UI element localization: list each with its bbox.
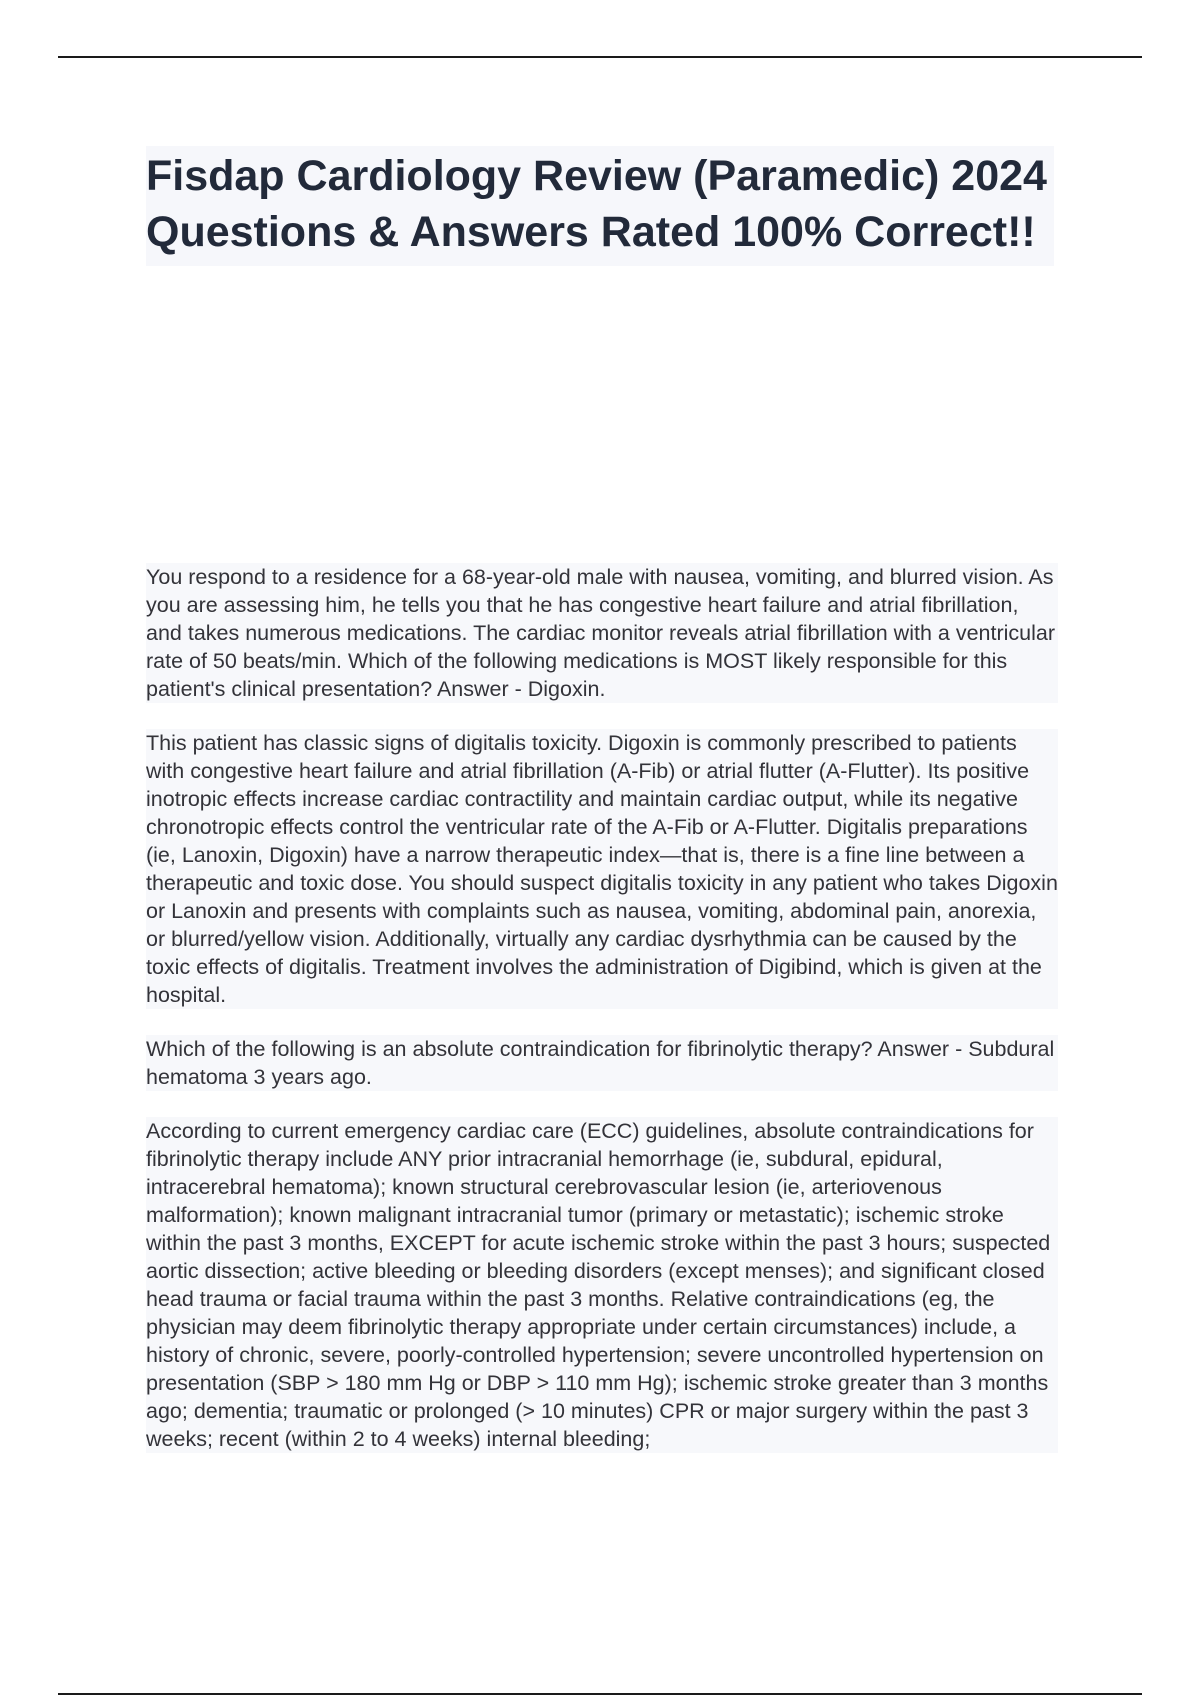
explanation-paragraph-2: According to current emergency cardiac care (ECC) guidelines, absolute contraindications for fibrinolytic therapy include ANY prior intracranial hemorrhage (ie, subdural, epidural, intracerebral hematoma); known structural cerebrovascular lesion (ie, arteriovenous malformation); known malignant intracranial tumor (primary or metastatic); ischemic stroke within the past 3 months, EXCEPT for acute ischemic stroke within the past 3 hours; suspected aortic dissection; active bleeding or bleeding disorders (except menses); and significant closed head trauma or facial trauma within the past 3 months. Relative contraindications (eg, the physician may deem fibrinolytic therapy appropriate under certain circumstances) include, a history of chronic, severe, poorly-controlled hypertension; severe uncontrolled hypertension on presentation (SBP > 180 mm Hg or DBP > 110 mm Hg); ischemic stroke greater than 3 months ago; dementia; traumatic or prolonged (> 10 minutes) CPR or major surgery within the past 3 weeks; recent (within 2 to 4 weeks) internal bleeding;: [146, 1117, 1058, 1453]
bottom-rule: [58, 1693, 1142, 1695]
explanation-paragraph-1: This patient has classic signs of digitalis toxicity. Digoxin is commonly prescribed to patients with congestive heart failure and atrial fibrillation (A-Fib) or atrial flutter (A-Flutter). Its positive inotropic effects increase cardiac contractility and maintain cardiac output, while its negative chronotropic effects control the ventricular rate of the A-Fib or A-Flutter. Digitalis preparations (ie, Lanoxin, Digoxin) have a narrow therapeutic index—that is, there is a fine line between a therapeutic and toxic dose. You should suspect digitalis toxicity in any patient who takes Digoxin or Lanoxin and presents with complaints such as nausea, vomiting, abdominal pain, anorexia, or blurred/yellow vision. Additionally, virtually any cardiac dysrhythmia can be caused by the toxic effects of digitalis. Treatment involves the administration of Digibind, which is given at the hospital.: [146, 731, 1058, 1007]
top-rule: [58, 56, 1142, 58]
title-block: [146, 146, 1054, 266]
question-paragraph-1: You respond to a residence for a 68-year-old male with nausea, vomiting, and blurred vision. As you are assessing him, he tells you that he has congestive heart failure and atrial fibrillation, and takes numerous medications. The cardiac monitor reveals atrial fibrillation with a ventricular rate of 50 beats/min. Which of the following medications is MOST likely responsible for this patient's clinical presentation? Answer - Digoxin.: [146, 563, 1058, 703]
page-title: Fisdap Cardiology Review (Paramedic) 2024 Questions & Answers Rated 100% Correct!!: [146, 152, 1047, 256]
document-body: [146, 563, 1058, 1479]
question-paragraph-2: Which of the following is an absolute contraindication for fibrinolytic therapy? Answer - Subdural hematoma 3 years ago.: [146, 1035, 1058, 1091]
